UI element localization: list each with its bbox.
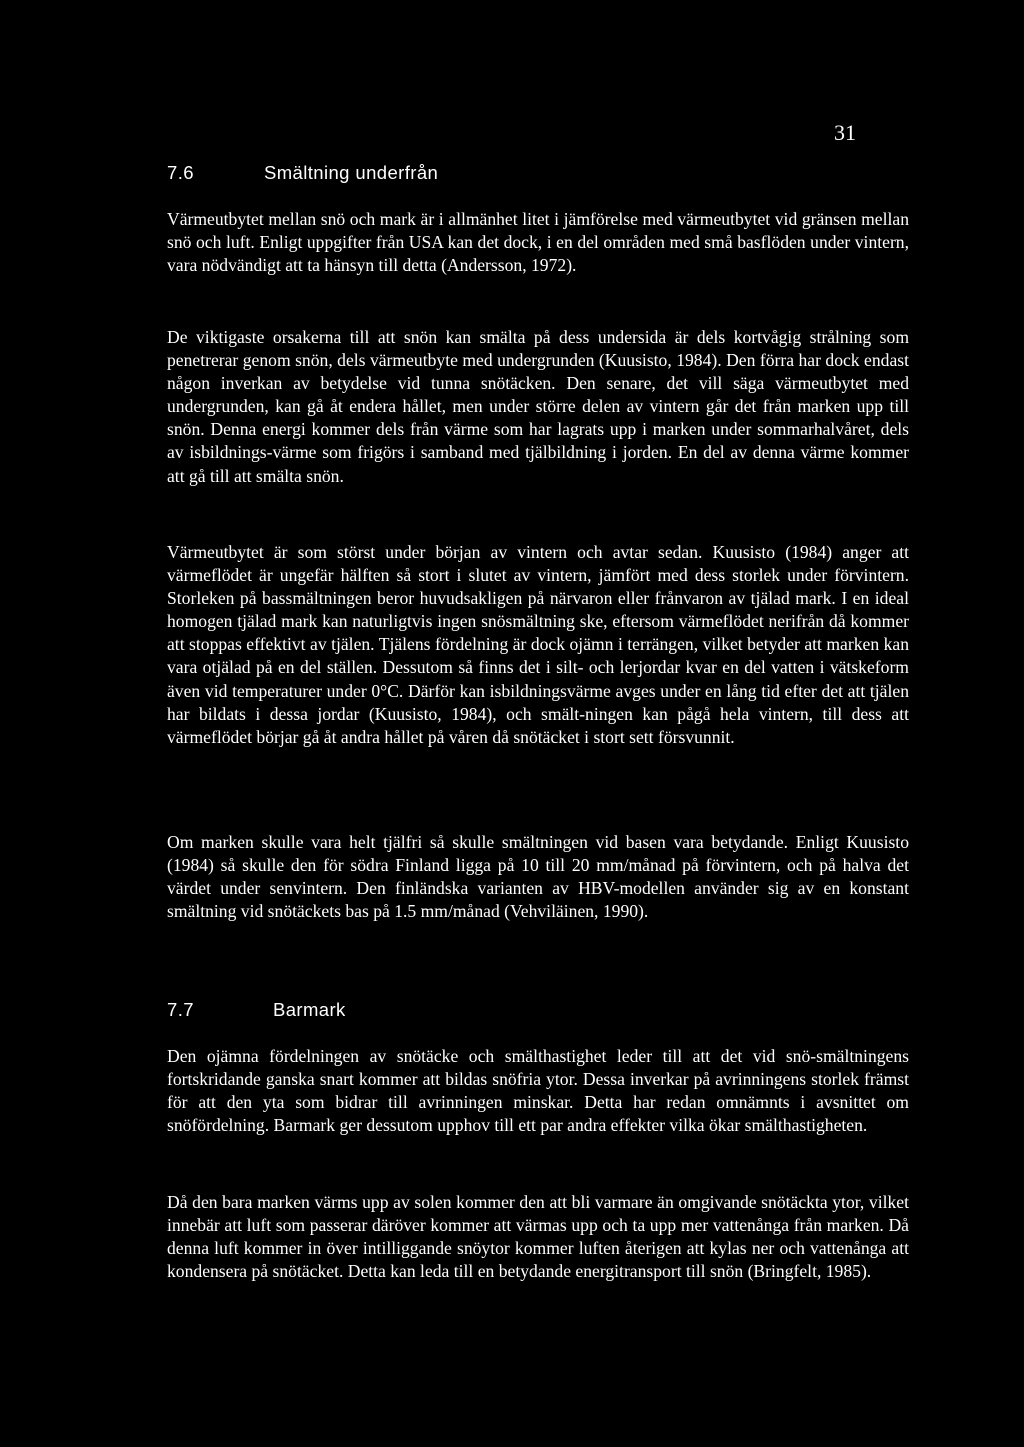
paragraph: Om marken skulle vara helt tjälfri så skulle smältningen vid basen vara betydande. Enligt Kuusisto (1984) så skulle den för södra Finland ligga på 10 till 20 mm/månad på förvintern, och på halva det värdet under senvintern. Den finländska varianten av HBV-modellen använder sig av en konstant smältning vid snötäckets bas på 1.5 mm/månad (Vehviläinen, 1990). [167,832,909,922]
paragraph: Då den bara marken värms upp av solen kommer den att bli varmare än omgivande snötäckta ytor, vilket innebär att luft som passerar däröver kommer att värmas upp och ta upp mer vattenånga från marken. Då denna luft kommer in över intilliggande snöytor kommer luften återigen att kylas ner och vattenånga att kondensera på snötäcket. Detta kan leda till en betydande energitransport till snön (Bringfelt, 1985). [167,1192,909,1282]
section-number: 7.6 [167,162,194,183]
section-heading-7-6 [167,162,909,192]
section-number: 7.7 [167,999,194,1020]
section-heading-7-7 [167,999,909,1029]
paragraph: De viktigaste orsakerna till att snön kan smälta på dess undersida är dels kortvågig strålning som penetrerar genom snön, dels värmeutbyte med undergrunden (Kuusisto, 1984). Den förra har dock endast någon inverkan av betydelse vid tunna snötäcken. Den senare, det vill säga värmeutbytet med undergrunden, kan gå åt endera hållet, men under större delen av vintern går det från marken upp till snön. Denna energi kommer dels från värme som har lagrats upp i marken under sommarhalvåret, dels av isbildnings-värme som frigörs i samband med tjälbildning i jorden. En del av denna värme kommer att gå till att smälta snön. [167,327,909,486]
section-title: Barmark [273,999,346,1020]
section-title: Smältning underfrån [264,162,439,183]
paragraph: Värmeutbytet mellan snö och mark är i allmänhet litet i jämförelse med värmeutbytet vid gränsen mellan snö och luft. Enligt uppgifter från USA kan det dock, i en del områden med små basflöden under vintern, vara nödvändigt att ta hänsyn till detta (Andersson, 1972). [167,209,909,276]
page-number: 31 [834,120,856,145]
paragraph: Den ojämna fördelningen av snötäcke och smälthastighet leder till att det vid snö-smältningens fortskridande ganska snart kommer att bildas snöfria ytor. Dessa inverkar på avrinningens storlek främst för att den yta som bidrar till avrinningen minskar. Detta har redan omnämnts i avsnittet om snöfördelning. Barmark ger dessutom upphov till ett par andra effekter vilka ökar smälthastigheten. [167,1046,909,1136]
paragraph: Värmeutbytet är som störst under början av vintern och avtar sedan. Kuusisto (1984) anger att värmeflödet är ungefär hälften så stort i slutet av vintern, jämfört med dess storlek under förvintern. Storleken på bassmältningen beror huvudsakligen på närvaron eller frånvaron av tjälad mark. I en ideal homogen tjälad mark kan naturligtvis ingen snösmältning ske, eftersom värmeflödet nerifrån då kommer att stoppas effektivt av tjälen. Tjälens fördelning är dock ojämn i terrängen, vilket betyder att marken kan vara otjälad på en del ställen. Dessutom så finns det i silt- och lerjordar kvar en del vatten i vätskeform även vid temperaturer under 0°C. Därför kan isbildningsvärme avges under en lång tid efter det att tjälen har bildats i dessa jordar (Kuusisto, 1984), och smält-ningen kan pågå hela vintern, till dess att värmeflödet börjar gå åt andra hållet på våren då snötäcket i stort sett försvunnit. [167,542,909,747]
